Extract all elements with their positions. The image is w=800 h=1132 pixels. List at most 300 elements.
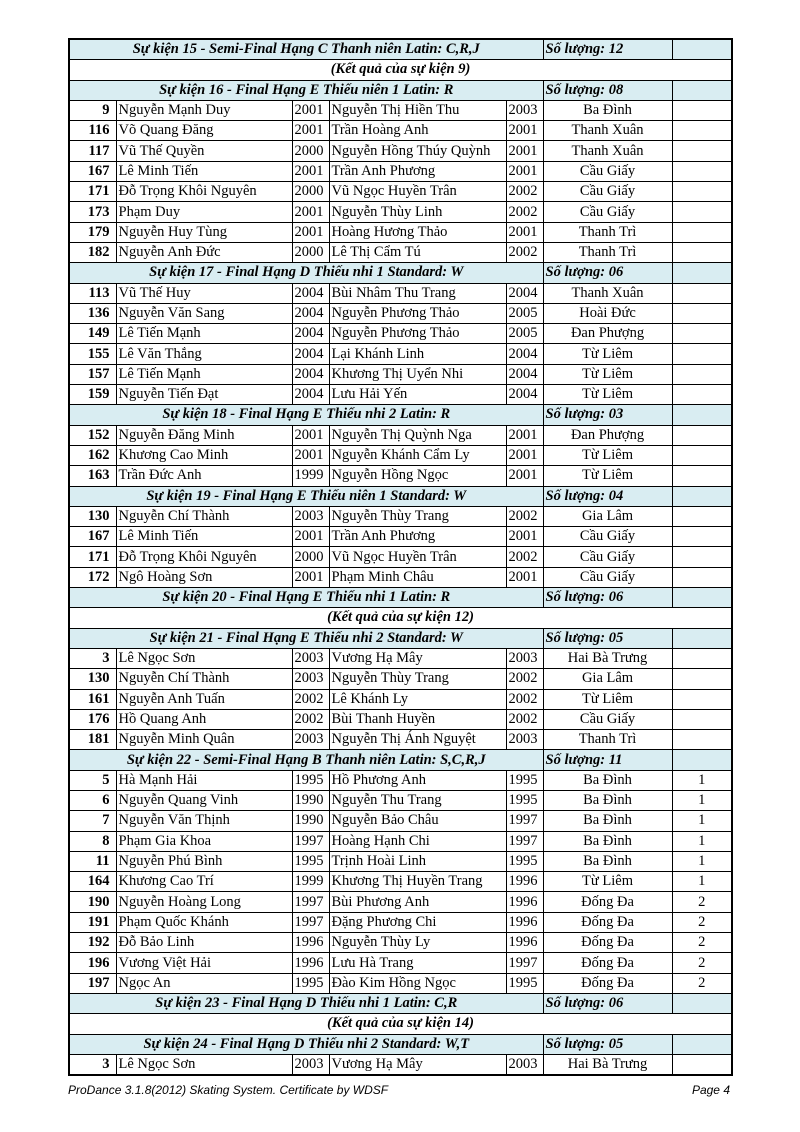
female-dancer-name: Nguyễn Thị Hiền Thu [329,100,506,120]
female-birth-year: 2005 [506,303,543,323]
event-couple-count: Số lượng: 05 [543,628,672,648]
female-birth-year: 1997 [506,953,543,973]
event-header-blank [672,263,732,283]
couple-number: 191 [69,912,116,932]
club-name: Đống Đa [543,912,672,932]
club-name: Thanh Xuân [543,283,672,303]
event-couple-count: Số lượng: 03 [543,405,672,425]
couple-number: 171 [69,547,116,567]
male-birth-year: 1990 [292,811,329,831]
couple-row [69,689,732,709]
male-dancer-name: Nguyễn Văn Sang [116,303,292,323]
male-birth-year: 2003 [292,1054,329,1075]
footer-software-credit: ProDance 3.1.8(2012) Skating System. Certificate by WDSF [68,1083,389,1097]
male-dancer-name: Nguyễn Anh Đức [116,242,292,262]
heat-group [672,709,732,729]
male-birth-year: 2003 [292,506,329,526]
male-dancer-name: Lê Tiến Mạnh [116,324,292,344]
heat-group [672,425,732,445]
heat-group [672,466,732,486]
couple-row [69,790,732,810]
couple-row [69,648,732,668]
female-birth-year: 1996 [506,892,543,912]
female-birth-year: 1996 [506,933,543,953]
male-dancer-name: Nguyễn Mạnh Duy [116,100,292,120]
male-dancer-name: Lê Tiến Mạnh [116,364,292,384]
male-birth-year: 2003 [292,648,329,668]
event-title: Sự kiện 20 - Final Hạng E Thiếu nhi 1 Latin: R [69,588,543,608]
female-dancer-name: Nguyễn Thùy Linh [329,202,506,222]
male-dancer-name: Nguyễn Chí Thành [116,669,292,689]
event-couple-count: Số lượng: 06 [543,993,672,1013]
female-birth-year: 1996 [506,872,543,892]
male-dancer-name: Vũ Thế Huy [116,283,292,303]
heat-group [672,182,732,202]
male-dancer-name: Lê Ngọc Sơn [116,648,292,668]
male-dancer-name: Hà Mạnh Hải [116,770,292,790]
event-header-row [69,39,732,60]
club-name: Thanh Xuân [543,141,672,161]
female-dancer-name: Lưu Hải Yến [329,385,506,405]
couple-number: 171 [69,182,116,202]
male-dancer-name: Phạm Quốc Khánh [116,912,292,932]
male-dancer-name: Lê Văn Thắng [116,344,292,364]
couple-row [69,1054,732,1075]
couple-number: 149 [69,324,116,344]
event-header-row [69,263,732,283]
couple-number: 8 [69,831,116,851]
couple-row [69,872,732,892]
male-dancer-name: Nguyễn Tiến Đạt [116,385,292,405]
female-birth-year: 2002 [506,182,543,202]
couple-row [69,730,732,750]
male-dancer-name: Nguyễn Huy Tùng [116,222,292,242]
male-birth-year: 1997 [292,912,329,932]
female-dancer-name: Trịnh Hoài Linh [329,851,506,871]
female-birth-year: 2002 [506,242,543,262]
male-dancer-name: Nguyễn Chí Thành [116,506,292,526]
event-title: Sự kiện 15 - Semi-Final Hạng C Thanh niên Latin: C,R,J [69,39,543,60]
male-birth-year: 1996 [292,953,329,973]
result-reference-note: (Kết quả của sự kiện 14) [69,1014,732,1034]
club-name: Cầu Giấy [543,527,672,547]
female-birth-year: 2002 [506,689,543,709]
heat-group: 2 [672,912,732,932]
male-dancer-name: Nguyễn Minh Quân [116,730,292,750]
female-birth-year: 2002 [506,202,543,222]
heat-group [672,283,732,303]
heat-group [672,202,732,222]
couple-row [69,121,732,141]
couple-number: 11 [69,851,116,871]
male-dancer-name: Lê Minh Tiến [116,527,292,547]
female-dancer-name: Bùi Phương Anh [329,892,506,912]
couple-number: 130 [69,669,116,689]
heat-group: 1 [672,851,732,871]
couple-row [69,567,732,587]
couple-row [69,222,732,242]
male-birth-year: 2000 [292,242,329,262]
couple-row [69,851,732,871]
couple-row [69,141,732,161]
couple-row [69,303,732,323]
female-dancer-name: Đào Kim Hồng Ngọc [329,973,506,993]
male-dancer-name: Trần Đức Anh [116,466,292,486]
male-birth-year: 2001 [292,527,329,547]
female-birth-year: 2005 [506,324,543,344]
female-dancer-name: Vương Hạ Mây [329,648,506,668]
female-birth-year: 2004 [506,344,543,364]
male-birth-year: 2001 [292,161,329,181]
event-header-blank [672,80,732,100]
female-birth-year: 2002 [506,547,543,567]
heat-group [672,527,732,547]
male-birth-year: 2000 [292,182,329,202]
couple-number: 192 [69,933,116,953]
club-name: Cầu Giấy [543,567,672,587]
heat-group [672,567,732,587]
club-name: Hoài Đức [543,303,672,323]
couple-number: 190 [69,892,116,912]
female-birth-year: 2002 [506,709,543,729]
male-birth-year: 1997 [292,892,329,912]
male-birth-year: 2003 [292,669,329,689]
couple-row [69,202,732,222]
event-title: Sự kiện 23 - Final Hạng D Thiếu nhi 1 Latin: C,R [69,993,543,1013]
club-name: Đống Đa [543,892,672,912]
club-name: Thanh Trì [543,222,672,242]
couple-number: 196 [69,953,116,973]
female-birth-year: 2001 [506,445,543,465]
event-title: Sự kiện 22 - Semi-Final Hạng B Thanh niên Latin: S,C,R,J [69,750,543,770]
event-header-blank [672,628,732,648]
female-birth-year: 1997 [506,811,543,831]
couple-row [69,709,732,729]
club-name: Từ Liêm [543,385,672,405]
female-dancer-name: Nguyễn Thị Ánh Nguyệt [329,730,506,750]
event-couple-count: Số lượng: 11 [543,750,672,770]
female-dancer-name: Nguyễn Hồng Thúy Quỳnh [329,141,506,161]
event-couple-count: Số lượng: 12 [543,39,672,60]
club-name: Cầu Giấy [543,709,672,729]
couple-number: 179 [69,222,116,242]
heat-group [672,445,732,465]
couple-row [69,892,732,912]
male-birth-year: 2001 [292,567,329,587]
male-dancer-name: Nguyễn Anh Tuấn [116,689,292,709]
female-dancer-name: Trần Anh Phương [329,527,506,547]
couple-row [69,953,732,973]
event-couple-count: Số lượng: 05 [543,1034,672,1054]
female-dancer-name: Bùi Nhâm Thu Trang [329,283,506,303]
male-dancer-name: Đỗ Bảo Linh [116,933,292,953]
club-name: Cầu Giấy [543,202,672,222]
couple-number: 159 [69,385,116,405]
male-dancer-name: Võ Quang Đăng [116,121,292,141]
couple-number: 116 [69,121,116,141]
couple-number: 155 [69,344,116,364]
male-birth-year: 2000 [292,547,329,567]
heat-group: 1 [672,811,732,831]
event-title: Sự kiện 21 - Final Hạng E Thiếu nhi 2 Standard: W [69,628,543,648]
female-dancer-name: Lưu Hà Trang [329,953,506,973]
male-dancer-name: Ngọc An [116,973,292,993]
couple-number: 157 [69,364,116,384]
female-dancer-name: Đặng Phương Chi [329,912,506,932]
event-couple-count: Số lượng: 08 [543,80,672,100]
couple-number: 130 [69,506,116,526]
male-dancer-name: Lê Ngọc Sơn [116,1054,292,1075]
female-dancer-name: Khương Thị Huyền Trang [329,872,506,892]
event-header-row [69,628,732,648]
event-header-blank [672,1034,732,1054]
female-dancer-name: Hồ Phương Anh [329,770,506,790]
event-header-row [69,486,732,506]
couple-row [69,506,732,526]
male-dancer-name: Nguyễn Đăng Minh [116,425,292,445]
male-birth-year: 2002 [292,709,329,729]
female-birth-year: 1995 [506,973,543,993]
heat-group: 2 [672,953,732,973]
female-birth-year: 2003 [506,648,543,668]
male-birth-year: 2001 [292,445,329,465]
heat-group [672,303,732,323]
female-birth-year: 2001 [506,121,543,141]
couple-row [69,466,732,486]
event-couple-count: Số lượng: 06 [543,263,672,283]
event-header-blank [672,588,732,608]
event-header-blank [672,486,732,506]
club-name: Từ Liêm [543,445,672,465]
female-dancer-name: Phạm Minh Châu [329,567,506,587]
female-birth-year: 2003 [506,730,543,750]
result-reference-row [69,1014,732,1034]
heat-group [672,385,732,405]
female-dancer-name: Nguyễn Thùy Ly [329,933,506,953]
male-dancer-name: Vũ Thế Quyền [116,141,292,161]
event-header-row [69,405,732,425]
results-table [68,38,733,1076]
male-birth-year: 2001 [292,100,329,120]
male-birth-year: 2004 [292,324,329,344]
couple-number: 113 [69,283,116,303]
couple-number: 173 [69,202,116,222]
couple-number: 163 [69,466,116,486]
male-birth-year: 2000 [292,141,329,161]
female-dancer-name: Nguyễn Khánh Cẩm Ly [329,445,506,465]
female-dancer-name: Lê Khánh Ly [329,689,506,709]
club-name: Đống Đa [543,973,672,993]
male-birth-year: 2004 [292,385,329,405]
heat-group [672,121,732,141]
couple-number: 176 [69,709,116,729]
club-name: Cầu Giấy [543,182,672,202]
female-birth-year: 2003 [506,1054,543,1075]
female-dancer-name: Trần Hoàng Anh [329,121,506,141]
heat-group [672,648,732,668]
female-birth-year: 2001 [506,527,543,547]
male-birth-year: 1999 [292,466,329,486]
couple-row [69,425,732,445]
male-birth-year: 1999 [292,872,329,892]
female-birth-year: 2001 [506,161,543,181]
male-dancer-name: Nguyễn Phú Bình [116,851,292,871]
club-name: Gia Lâm [543,506,672,526]
heat-group [672,547,732,567]
male-birth-year: 1995 [292,851,329,871]
male-dancer-name: Lê Minh Tiến [116,161,292,181]
female-birth-year: 1995 [506,790,543,810]
heat-group [672,344,732,364]
male-birth-year: 2001 [292,222,329,242]
couple-row [69,385,732,405]
female-dancer-name: Bùi Thanh Huyền [329,709,506,729]
club-name: Đan Phượng [543,425,672,445]
male-dancer-name: Nguyễn Hoàng Long [116,892,292,912]
event-header-row [69,80,732,100]
club-name: Từ Liêm [543,466,672,486]
heat-group: 2 [672,933,732,953]
couple-row [69,161,732,181]
female-birth-year: 2001 [506,567,543,587]
club-name: Thanh Trì [543,242,672,262]
footer-page-number: Page 4 [691,1083,730,1097]
female-birth-year: 2004 [506,385,543,405]
female-dancer-name: Vũ Ngọc Huyền Trân [329,547,506,567]
female-dancer-name: Vũ Ngọc Huyền Trân [329,182,506,202]
couple-row [69,547,732,567]
female-birth-year: 2004 [506,283,543,303]
club-name: Gia Lâm [543,669,672,689]
female-dancer-name: Vương Hạ Mây [329,1054,506,1075]
female-birth-year: 2003 [506,100,543,120]
couple-number: 5 [69,770,116,790]
male-birth-year: 2004 [292,364,329,384]
male-dancer-name: Nguyễn Quang Vinh [116,790,292,810]
event-title: Sự kiện 16 - Final Hạng E Thiếu niên 1 Latin: R [69,80,543,100]
event-header-blank [672,993,732,1013]
male-dancer-name: Hồ Quang Anh [116,709,292,729]
couple-number: 162 [69,445,116,465]
female-dancer-name: Hoàng Hạnh Chi [329,831,506,851]
event-header-row [69,1034,732,1054]
event-header-blank [672,39,732,60]
event-couple-count: Số lượng: 06 [543,588,672,608]
male-birth-year: 2003 [292,730,329,750]
male-birth-year: 1995 [292,770,329,790]
female-dancer-name: Lại Khánh Linh [329,344,506,364]
male-birth-year: 2004 [292,283,329,303]
male-dancer-name: Phạm Gia Khoa [116,831,292,851]
club-name: Đống Đa [543,933,672,953]
couple-number: 6 [69,790,116,810]
couple-number: 7 [69,811,116,831]
heat-group: 1 [672,872,732,892]
female-birth-year: 2002 [506,669,543,689]
female-dancer-name: Nguyễn Thị Quỳnh Nga [329,425,506,445]
couple-row [69,445,732,465]
result-reference-note: (Kết quả của sự kiện 12) [69,608,732,628]
couple-row [69,182,732,202]
result-reference-row [69,60,732,80]
club-name: Thanh Xuân [543,121,672,141]
heat-group: 2 [672,973,732,993]
female-birth-year: 2004 [506,364,543,384]
male-dancer-name: Vương Việt Hải [116,953,292,973]
club-name: Ba Đình [543,100,672,120]
couple-row [69,933,732,953]
couple-row [69,527,732,547]
couple-number: 9 [69,100,116,120]
female-dancer-name: Nguyễn Phương Thảo [329,303,506,323]
heat-group: 1 [672,770,732,790]
female-birth-year: 2001 [506,425,543,445]
couple-row [69,831,732,851]
male-dancer-name: Khương Cao Minh [116,445,292,465]
male-dancer-name: Đỗ Trọng Khôi Nguyên [116,182,292,202]
male-birth-year: 2004 [292,303,329,323]
couple-row [69,912,732,932]
couple-row [69,344,732,364]
event-header-blank [672,405,732,425]
heat-group: 2 [672,892,732,912]
result-reference-note: (Kết quả của sự kiện 9) [69,60,732,80]
club-name: Ba Đình [543,851,672,871]
heat-group: 1 [672,790,732,810]
club-name: Cầu Giấy [543,161,672,181]
couple-number: 117 [69,141,116,161]
event-title: Sự kiện 18 - Final Hạng E Thiếu nhi 2 Latin: R [69,405,543,425]
heat-group [672,689,732,709]
female-birth-year: 2001 [506,141,543,161]
heat-group [672,1054,732,1075]
female-dancer-name: Hoàng Hương Thảo [329,222,506,242]
club-name: Hai Bà Trưng [543,1054,672,1075]
couple-number: 136 [69,303,116,323]
female-dancer-name: Nguyễn Bảo Châu [329,811,506,831]
event-couple-count: Số lượng: 04 [543,486,672,506]
heat-group: 1 [672,831,732,851]
male-dancer-name: Ngô Hoàng Sơn [116,567,292,587]
couple-number: 172 [69,567,116,587]
female-birth-year: 2001 [506,466,543,486]
male-birth-year: 2001 [292,121,329,141]
couple-row [69,669,732,689]
male-dancer-name: Khương Cao Trí [116,872,292,892]
male-birth-year: 2004 [292,344,329,364]
male-dancer-name: Nguyễn Văn Thịnh [116,811,292,831]
heat-group [672,730,732,750]
couple-number: 152 [69,425,116,445]
couple-number: 167 [69,527,116,547]
club-name: Ba Đình [543,811,672,831]
male-birth-year: 2001 [292,202,329,222]
couple-row [69,811,732,831]
event-title: Sự kiện 19 - Final Hạng E Thiếu niên 1 Standard: W [69,486,543,506]
event-header-row [69,750,732,770]
female-birth-year: 1995 [506,770,543,790]
heat-group [672,669,732,689]
couple-number: 3 [69,648,116,668]
couple-row [69,364,732,384]
couple-number: 164 [69,872,116,892]
club-name: Ba Đình [543,770,672,790]
couple-row [69,283,732,303]
male-birth-year: 1996 [292,933,329,953]
couple-row [69,973,732,993]
female-dancer-name: Lê Thị Cẩm Tú [329,242,506,262]
club-name: Ba Đình [543,790,672,810]
